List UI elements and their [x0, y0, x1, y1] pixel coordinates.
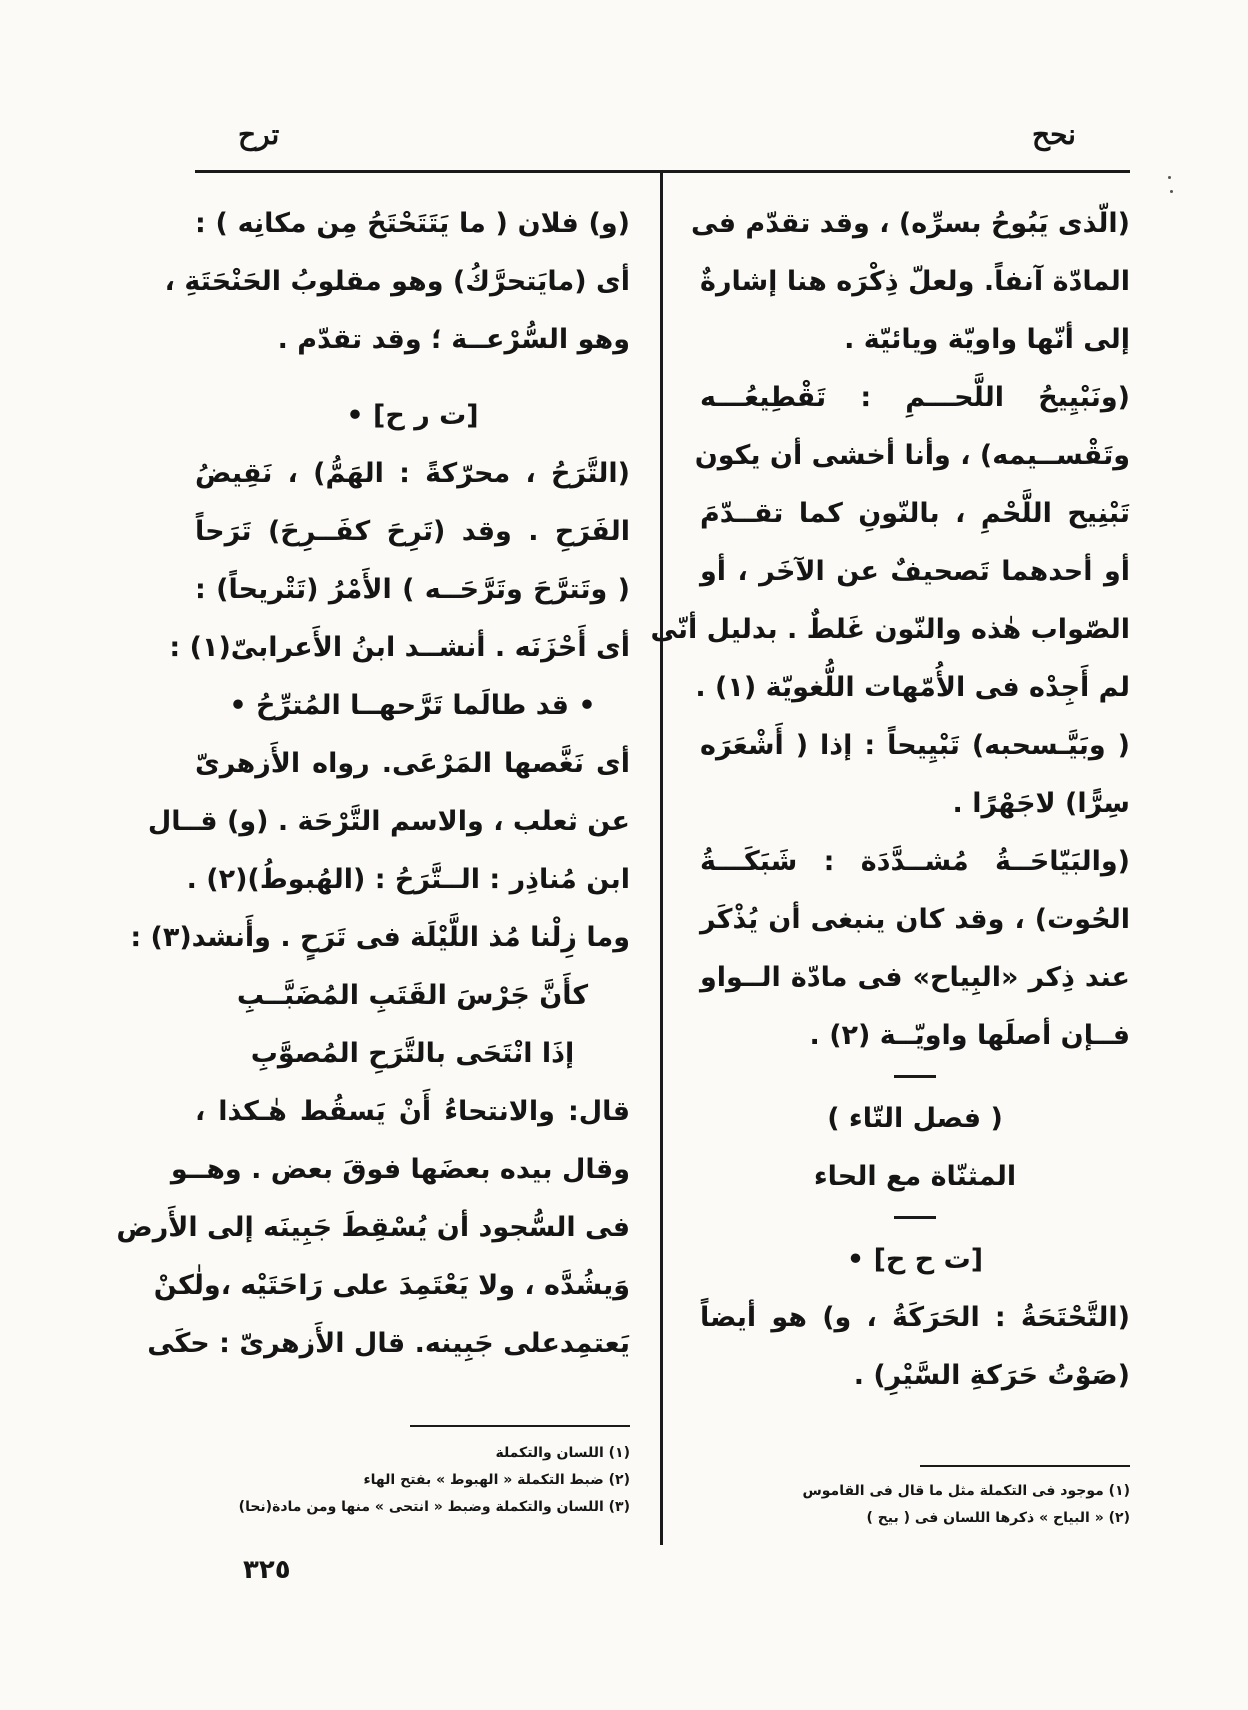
text-line: وَيشُدَّه ، ولا يَعْتَمِدَ على رَاحَتَيْه ،ولٰكنْ — [153, 1270, 630, 1301]
text-line: يَعتمِدعلى جَبِينه. قال الأَزهرىّ : حكَى — [147, 1328, 630, 1359]
section-subtitle: المثنّاة مع الحاء — [813, 1161, 1017, 1192]
text-line: فى السُّجود أن يُسْقِطَ جَبِينَه إلى الأَرض — [116, 1212, 630, 1243]
text-line: وهو السُّرْعــة ؛ وقد تقدّم . — [277, 324, 630, 355]
footnote: (١) اللسان والتكملة — [495, 1445, 630, 1461]
scan-speck — [1170, 190, 1173, 193]
verse-line: كأَنَّ جَرْسَ القَتَبِ المُضَبَّــبِ — [236, 980, 589, 1011]
text-line: (التَّرَحُ ، محرّكةً : الهَمُّ) ، نَقِيضُ — [195, 458, 630, 489]
page-number: ٣٢٥ — [243, 1555, 291, 1585]
text-line: إلى أنّها واويّة ويائيّة . — [844, 324, 1130, 355]
footnote: (٢) « البياح » ذكرها اللسان فى ( بيح ) — [866, 1510, 1130, 1526]
section-title: ( فصل التّاء ) — [827, 1103, 1003, 1134]
text-line: (و) فلان ( ما يَتَتَحْتَحُ مِن مكانِه ) : — [195, 208, 630, 239]
text-line: وقال بيده بعضَها فوقَ بعض . وهــو — [170, 1154, 630, 1185]
verse-line: إذَا انْتَحَى بالتَّرَحِ المُصوَّبِ — [250, 1038, 575, 1069]
root-heading: [ت ح ح] • — [846, 1244, 984, 1275]
text-line: (الّذى يَبُوحُ بسرِّه) ، وقد تقدّم فى — [691, 208, 1130, 239]
column-divider — [660, 170, 663, 1545]
text-line: (التَّحْتَحَةُ : الحَرَكَةُ ، و) هو أيضاً — [700, 1302, 1130, 1333]
text-line: تَبْنِيح اللَّحْمِ ، بالنّونِ كما تقــدّمَ — [700, 498, 1130, 529]
text-line: (صَوْتُ حَرَكةِ السَّيْرِ) . — [853, 1360, 1130, 1391]
running-head-right: نحح — [1032, 118, 1076, 151]
footnotes-right — [760, 1478, 1130, 1532]
right-column — [650, 195, 1130, 1405]
verse-line: • قد طالَما تَرَّحهــا المُترِّحُ • — [229, 690, 596, 721]
text-line: (والبَيّاحَــةُ مُشــدَّدَة : شَبَكَـــةُ — [700, 846, 1130, 877]
text-line: عند ذِكر «البِياح» فى مادّة الــواو — [700, 962, 1130, 993]
footnote: (٢) ضبط التكملة « الهبوط » بفتح الهاء — [363, 1472, 630, 1488]
text-line: المادّة آنفاً. ولعلّ ذِكْرَه هنا إشارةٌ — [700, 266, 1130, 297]
text-line: أى أَحْزَنَه . أنشــد ابنُ الأَعرابىّ(١) : — [169, 632, 630, 663]
section-rule — [894, 1216, 936, 1219]
root-heading: [ت ر ح] • — [346, 400, 479, 431]
text-line: الصّواب هٰذه والنّون غَلطٌ . بدليل أنّى — [650, 614, 1130, 645]
text-line: فــإن أصلَها واويّــة (٢) . — [809, 1020, 1130, 1051]
text-line: عن ثعلب ، والاسم التَّرْحَة . (و) قــال — [147, 806, 630, 837]
text-line: أى (مايَتحرَّكُ) وهو مقلوبُ الحَنْحَتَةِ ، — [164, 266, 630, 297]
footnote: (١) موجود فى التكملة مثل ما قال فى القاموس — [802, 1483, 1130, 1499]
text-line: أو أحدهما تَصحيفٌ عن الآخَر ، أو — [700, 556, 1130, 587]
text-line: وتَقْســيمه) ، وأنا أخشى أن يكون — [694, 440, 1130, 471]
text-line: الحُوت) ، وقد كان ينبغى أن يُذْكَر — [700, 904, 1130, 935]
text-line: قال: والانتحاءُ أَنْ يَسقُط هٰـكذا ، — [195, 1096, 630, 1127]
text-line: سِرًّا) لاجَهْرًا . — [952, 788, 1130, 819]
text-line: ( وبَيَّـسحبه) تَبْيِيحاً : إذا ( أَشْعَرَه — [700, 730, 1130, 761]
footnote: (٣) اللسان والتكملة وضبط « انتحى » منها ومن مادة(نحا) — [238, 1499, 630, 1515]
section-rule — [894, 1075, 936, 1078]
footnotes-left — [238, 1440, 630, 1521]
text-line: أى نَغَّصها المَرْعَى. رواه الأَزهرىّ — [195, 748, 630, 779]
text-line: ( وتَترَّحَ وتَرَّحَــه ) الأَمْرُ (تَتْريحاً) : — [195, 574, 630, 605]
scan-speck — [1168, 176, 1171, 179]
text-line: وما زِلْنا مُذ اللَّيْلَة فى تَرَحٍ . وأَنشد(٣) : — [130, 922, 630, 953]
left-column — [116, 195, 630, 1373]
text-line: الفَرَحِ . وقد (تَرِحَ كفَــرِحَ) تَرَحاً — [195, 516, 630, 547]
text-line: (ونَبْيِيحُ اللَّحـــمِ : تَقْطِيعُـــه — [700, 382, 1130, 413]
text-line: لم أَجِدْه فى الأُمّهات اللُّغويّة (١) . — [695, 672, 1130, 703]
footnote-rule — [410, 1425, 630, 1427]
running-head-left: ترح — [238, 118, 280, 151]
footnote-rule — [920, 1465, 1130, 1467]
text-line: ابن مُناذِر : الــتَّرَحُ : (الهُبوطُ)(٢) . — [186, 864, 630, 895]
